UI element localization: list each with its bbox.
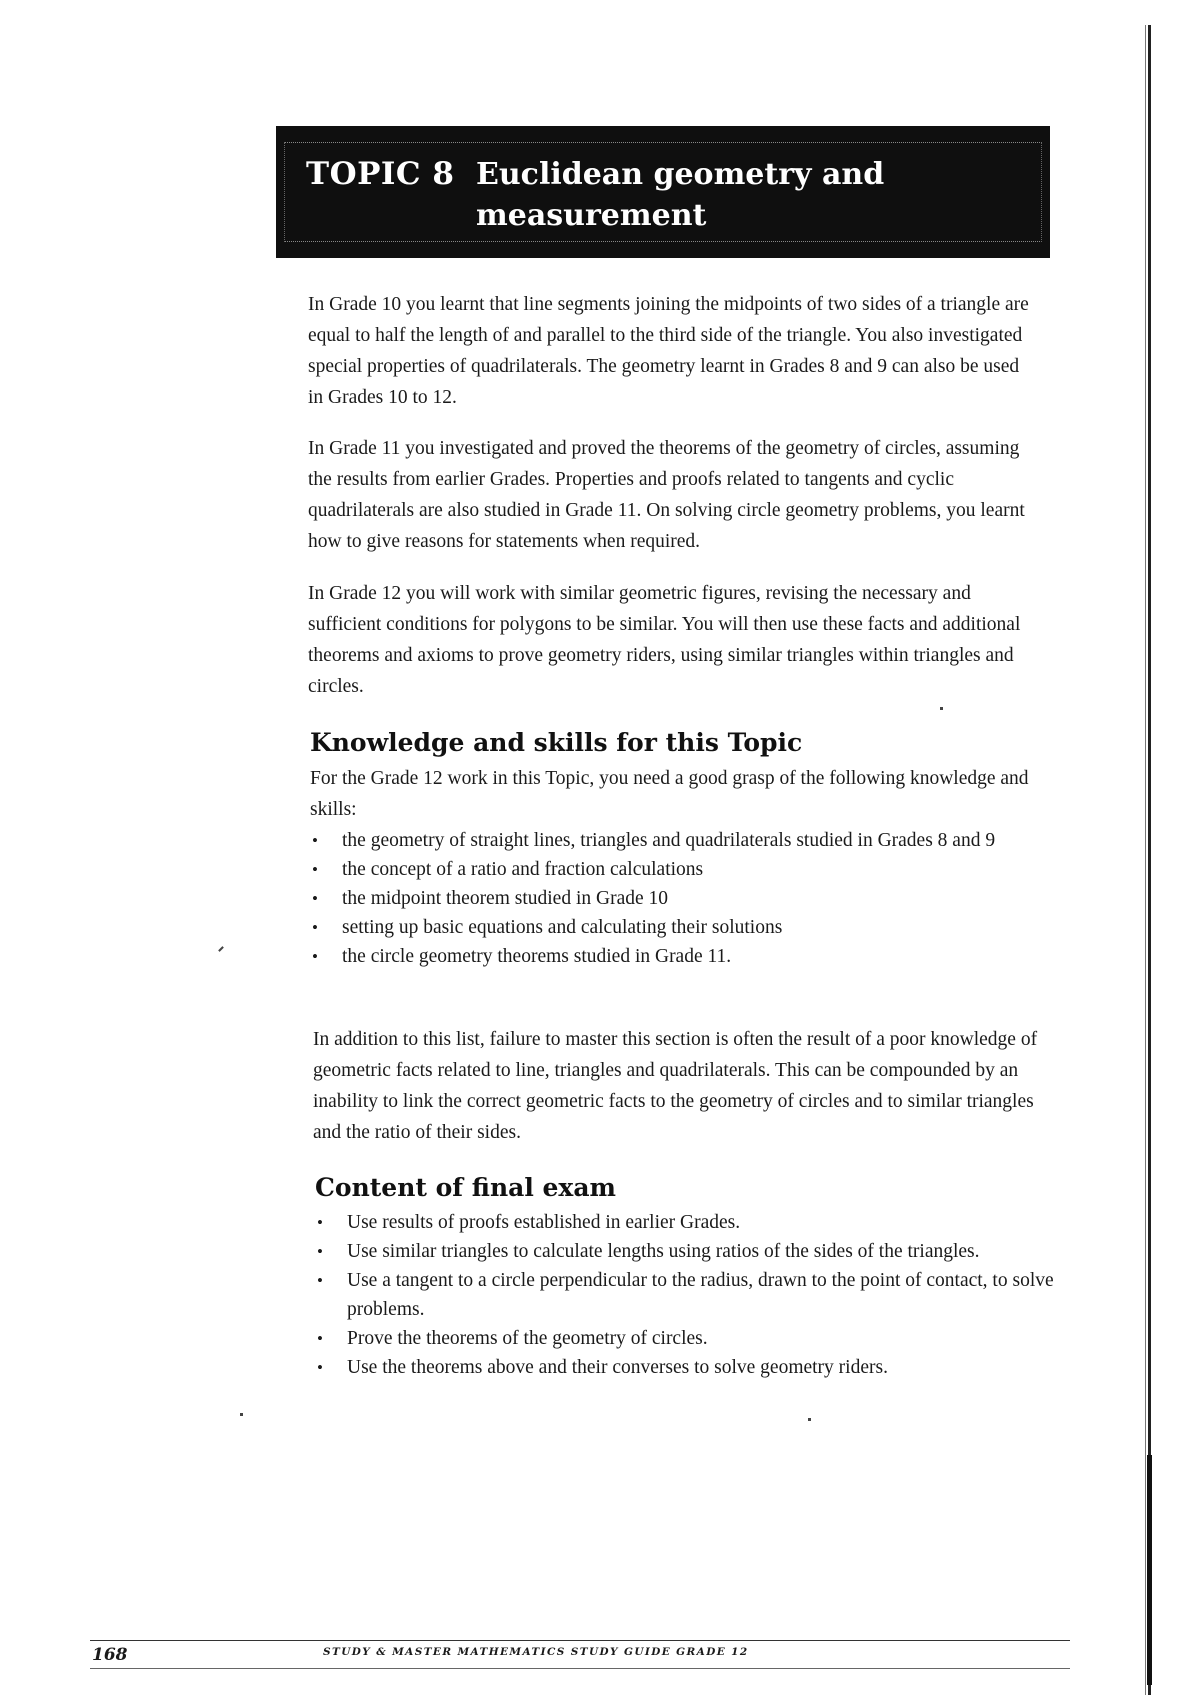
knowledge-item: • the midpoint theorem studied in Grade 10: [310, 884, 1050, 913]
footer-rule-top: [90, 1640, 1070, 1641]
topic-banner: [276, 126, 1050, 258]
exam-item: • Prove the theorems of the geometry of circles.: [315, 1324, 1055, 1353]
scan-speck: [218, 946, 224, 952]
scan-speck: [240, 1413, 243, 1416]
exam-item: • Use results of proofs established in earlier Grades.: [315, 1208, 1055, 1237]
knowledge-item: • the circle geometry theorems studied in Grade 11.: [310, 942, 1050, 971]
knowledge-list: [310, 826, 1050, 971]
footer-rule-bottom: [90, 1668, 1070, 1669]
exam-item: • Use similar triangles to calculate lengths using ratios of the sides of the triangles.: [315, 1237, 1055, 1266]
knowledge-item: • the geometry of straight lines, triangles and quadrilaterals studied in Grades 8 and 9: [310, 826, 1050, 855]
page-number: 168: [92, 1645, 128, 1665]
knowledge-item: • setting up basic equations and calculating their solutions: [310, 913, 1050, 942]
exam-item: • Use the theorems above and their converses to solve geometry riders.: [315, 1353, 1055, 1382]
exam-list: [315, 1208, 1055, 1382]
knowledge-closing-paragraph: In addition to this list, failure to master this section is often the result of a poor knowledge of geometric facts related to line, triangles and quadrilaterals. This can be compounded by an inability to link the correct geometric facts to the geometry of circles and to similar triangles and the ratio of their sides.: [313, 1029, 1038, 1143]
scan-edge-dark-band: [1147, 1455, 1152, 1685]
scan-speck: [940, 707, 943, 710]
footer-book-title: STUDY & MASTER MATHEMATICS STUDY GUIDE GRADE 12: [323, 1646, 749, 1658]
topic-label: TOPIC 8: [306, 156, 455, 192]
intro-paragraph-1: In Grade 10 you learnt that line segments joining the midpoints of two sides of a triangle are equal to half the length of and parallel to the third side of the triangle. You also investigated special properties of quadrilaterals. The geometry learnt in Grades 8 and 9 can also be used in Grades 10 to 12.: [308, 294, 1029, 408]
knowledge-lead: For the Grade 12 work in this Topic, you need a good grasp of the following knowledge and skills:: [310, 768, 1029, 820]
intro-paragraph-3: In Grade 12 you will work with similar geometric figures, revising the necessary and sufficient conditions for polygons to be similar. You will then use these facts and additional theorems and axioms to prove geometry riders, using similar triangles within triangles and circles.: [308, 583, 1021, 697]
exam-heading: Content of final exam: [315, 1173, 616, 1202]
knowledge-item: • the concept of a ratio and fraction calculations: [310, 855, 1050, 884]
topic-title: Euclidean geometry and measurement: [476, 157, 885, 233]
intro-paragraph-2: In Grade 11 you investigated and proved the theorems of the geometry of circles, assuming the results from earlier Grades. Properties and proofs related to tangents and cyclic quadrilaterals are also studied in Grade 11. On solving circle geometry problems, you learnt how to give reasons for statements when required.: [308, 438, 1025, 552]
exam-item: • Use a tangent to a circle perpendicular to the radius, drawn to the point of contact, to solve problems.: [315, 1266, 1055, 1324]
scan-edge-line: [1148, 25, 1151, 1695]
knowledge-heading: Knowledge and skills for this Topic: [310, 728, 803, 757]
scan-speck: [808, 1418, 811, 1421]
scan-edge-shadow: [1145, 25, 1146, 1695]
